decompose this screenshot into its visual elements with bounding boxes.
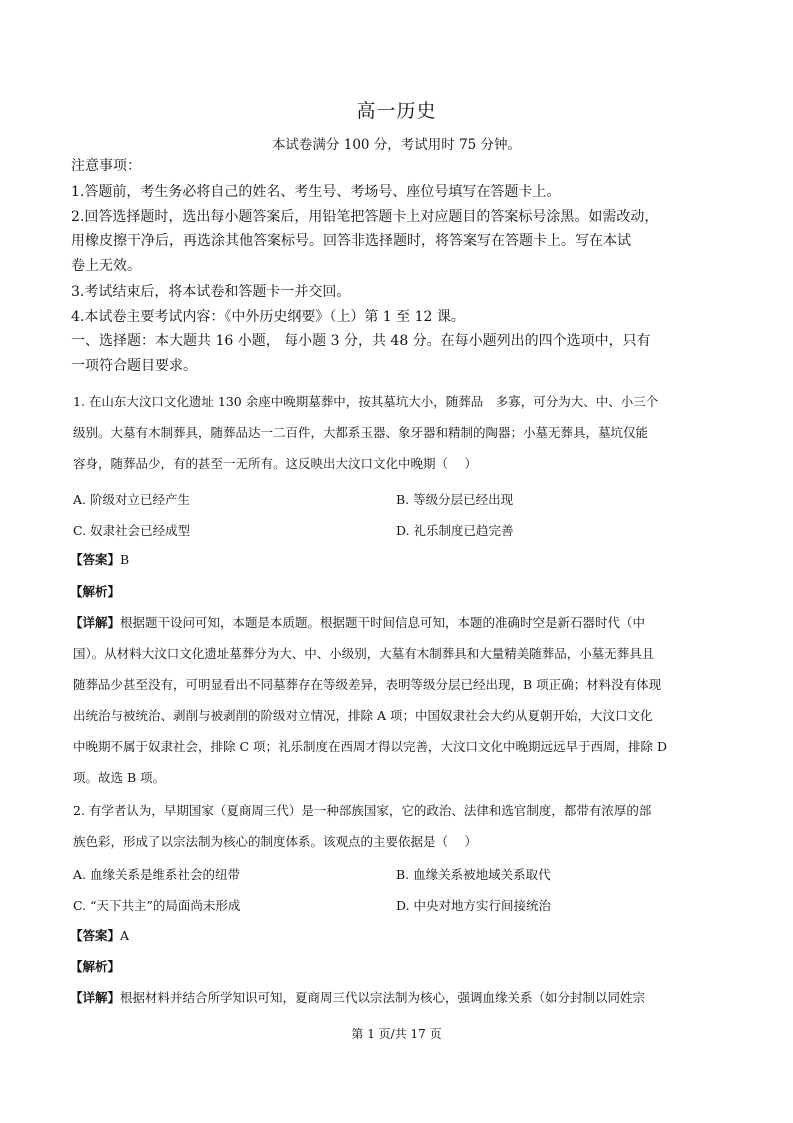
note-line-6: 4.本试卷主要考试内容：《中外历史纲要》（上）第 1 至 12 课。 — [71, 309, 465, 325]
q2-stem-line-2: 族色彩，形成了以宗法制为核心的制度体系。该观点的主要依据是（ ） — [73, 834, 477, 849]
detail-tag: 【详解】 — [70, 990, 121, 1005]
q2-option-b: B. 血缘关系被地域关系取代 — [396, 867, 551, 882]
section-instruction-line-1: 一、选择题：本大题共 16 小题， 每小题 3 分，共 48 分。在每小题列出的四个选项中，只有 — [71, 333, 651, 349]
q1-option-b: B. 等级分层已经出现 — [396, 492, 514, 507]
q2-option-a: A. 血缘关系是维系社会的纽带 — [73, 867, 240, 882]
answer-tag: 【答案】 — [70, 928, 121, 943]
q2-option-c: C. “天下共主”的局面尚未形成 — [73, 898, 241, 913]
answer-tag: 【答案】 — [70, 552, 121, 567]
q2-detail-line-1 — [70, 982, 645, 1013]
q1-stem-line-3: 容身，随葬品少，有的甚至一无所有。这反映出大汶口文化中晚期（ ） — [73, 456, 477, 471]
q1-detail-line-6: 项。故选 B 项。 — [73, 770, 166, 785]
q1-option-d: D. 礼乐制度已趋完善 — [396, 523, 514, 538]
page-number: 第 1 页/共 17 页 — [351, 1027, 442, 1041]
q1-answer — [70, 544, 129, 575]
q1-analysis-tag: 【解析】 — [70, 584, 121, 599]
q1-detail-line-3: 随葬品少甚至没有，可明显看出不同墓葬存在等级差异，表明等级分层已经出现，B 项正确；材料没有体现 — [73, 677, 662, 692]
q1-detail-line-5: 中晚期不属于奴隶社会，排除 C 项；礼乐制度在西周才得以完善，大汶口文化中晚期远远早于西周，排除 D — [73, 739, 668, 754]
q2-answer — [70, 920, 129, 951]
note-line-5: 3.考试结束后，将本试卷和答题卡一并交回。 — [71, 284, 351, 300]
q1-detail-line-1 — [70, 607, 645, 638]
notes-heading: 注意事项： — [71, 158, 141, 174]
note-line-4: 卷上无效。 — [71, 258, 141, 274]
section-instruction-line-2: 一项符合题目要求。 — [71, 358, 197, 374]
detail-tag: 【详解】 — [70, 615, 121, 630]
q2-analysis-tag: 【解析】 — [70, 959, 121, 974]
note-line-2: 2.回答选择题时，选出每小题答案后，用铅笔把答题卡上对应题目的答案标号涂黑。如需改动， — [71, 209, 659, 225]
q1-option-a: A. 阶级对立已经产生 — [73, 492, 190, 507]
detail-text: 根据材料并结合所学知识可知，夏商周三代以宗法制为核心，强调血缘关系（如分封制以同姓宗 — [120, 990, 646, 1005]
q1-detail-line-2: 国）。从材料大汶口文化遗址墓葬分为大、中、小级别，大墓有木制葬具和大量精美随葬品，小墓无葬具且 — [73, 646, 655, 661]
note-line-3: 用橡皮擦干净后，再选涂其他答案标号。回答非选择题时，将答案写在答题卡上。写在本试 — [71, 233, 631, 249]
q1-option-c: C. 奴隶社会已经成型 — [73, 523, 191, 538]
q1-stem-line-2: 级别。大墓有木制葬具，随葬品达一二百件，大都系玉器、象牙器和精制的陶器；小墓无葬具，墓坑仅能 — [73, 425, 649, 440]
answer-value: A — [120, 928, 130, 943]
detail-text: 根据题干设问可知，本题是本质题。根据题干时间信息可知，本题的准确时空是新石器时代（中 — [120, 615, 646, 630]
q1-stem-line-1: 1. 在山东大汶口文化遗址 130 余座中晚期墓葬中，按其墓坑大小，随葬品 多寡，可分为大、中、小三个 — [73, 394, 659, 409]
exam-subtitle: 本试卷满分 100 分，考试用时 75 分钟。 — [271, 137, 522, 153]
q2-option-d: D. 中央对地方实行间接统治 — [396, 898, 552, 913]
q2-stem-line-1: 2. 有学者认为，早期国家（夏商周三代）是一种部族国家，它的政治、法律和选官制度，都带有浓厚的部 — [73, 803, 652, 818]
exam-title: 高一历史 — [356, 100, 437, 122]
q1-detail-line-4: 出统治与被统治、剥削与被剥削的阶级对立情况，排除 A 项；中国奴隶社会大约从夏朝开始，大汶口文化 — [73, 708, 653, 723]
note-line-1: 1.答题前，考生务必将自己的姓名、考生号、考场号、座位号填写在答题卡上。 — [71, 184, 561, 200]
answer-value: B — [120, 552, 130, 567]
